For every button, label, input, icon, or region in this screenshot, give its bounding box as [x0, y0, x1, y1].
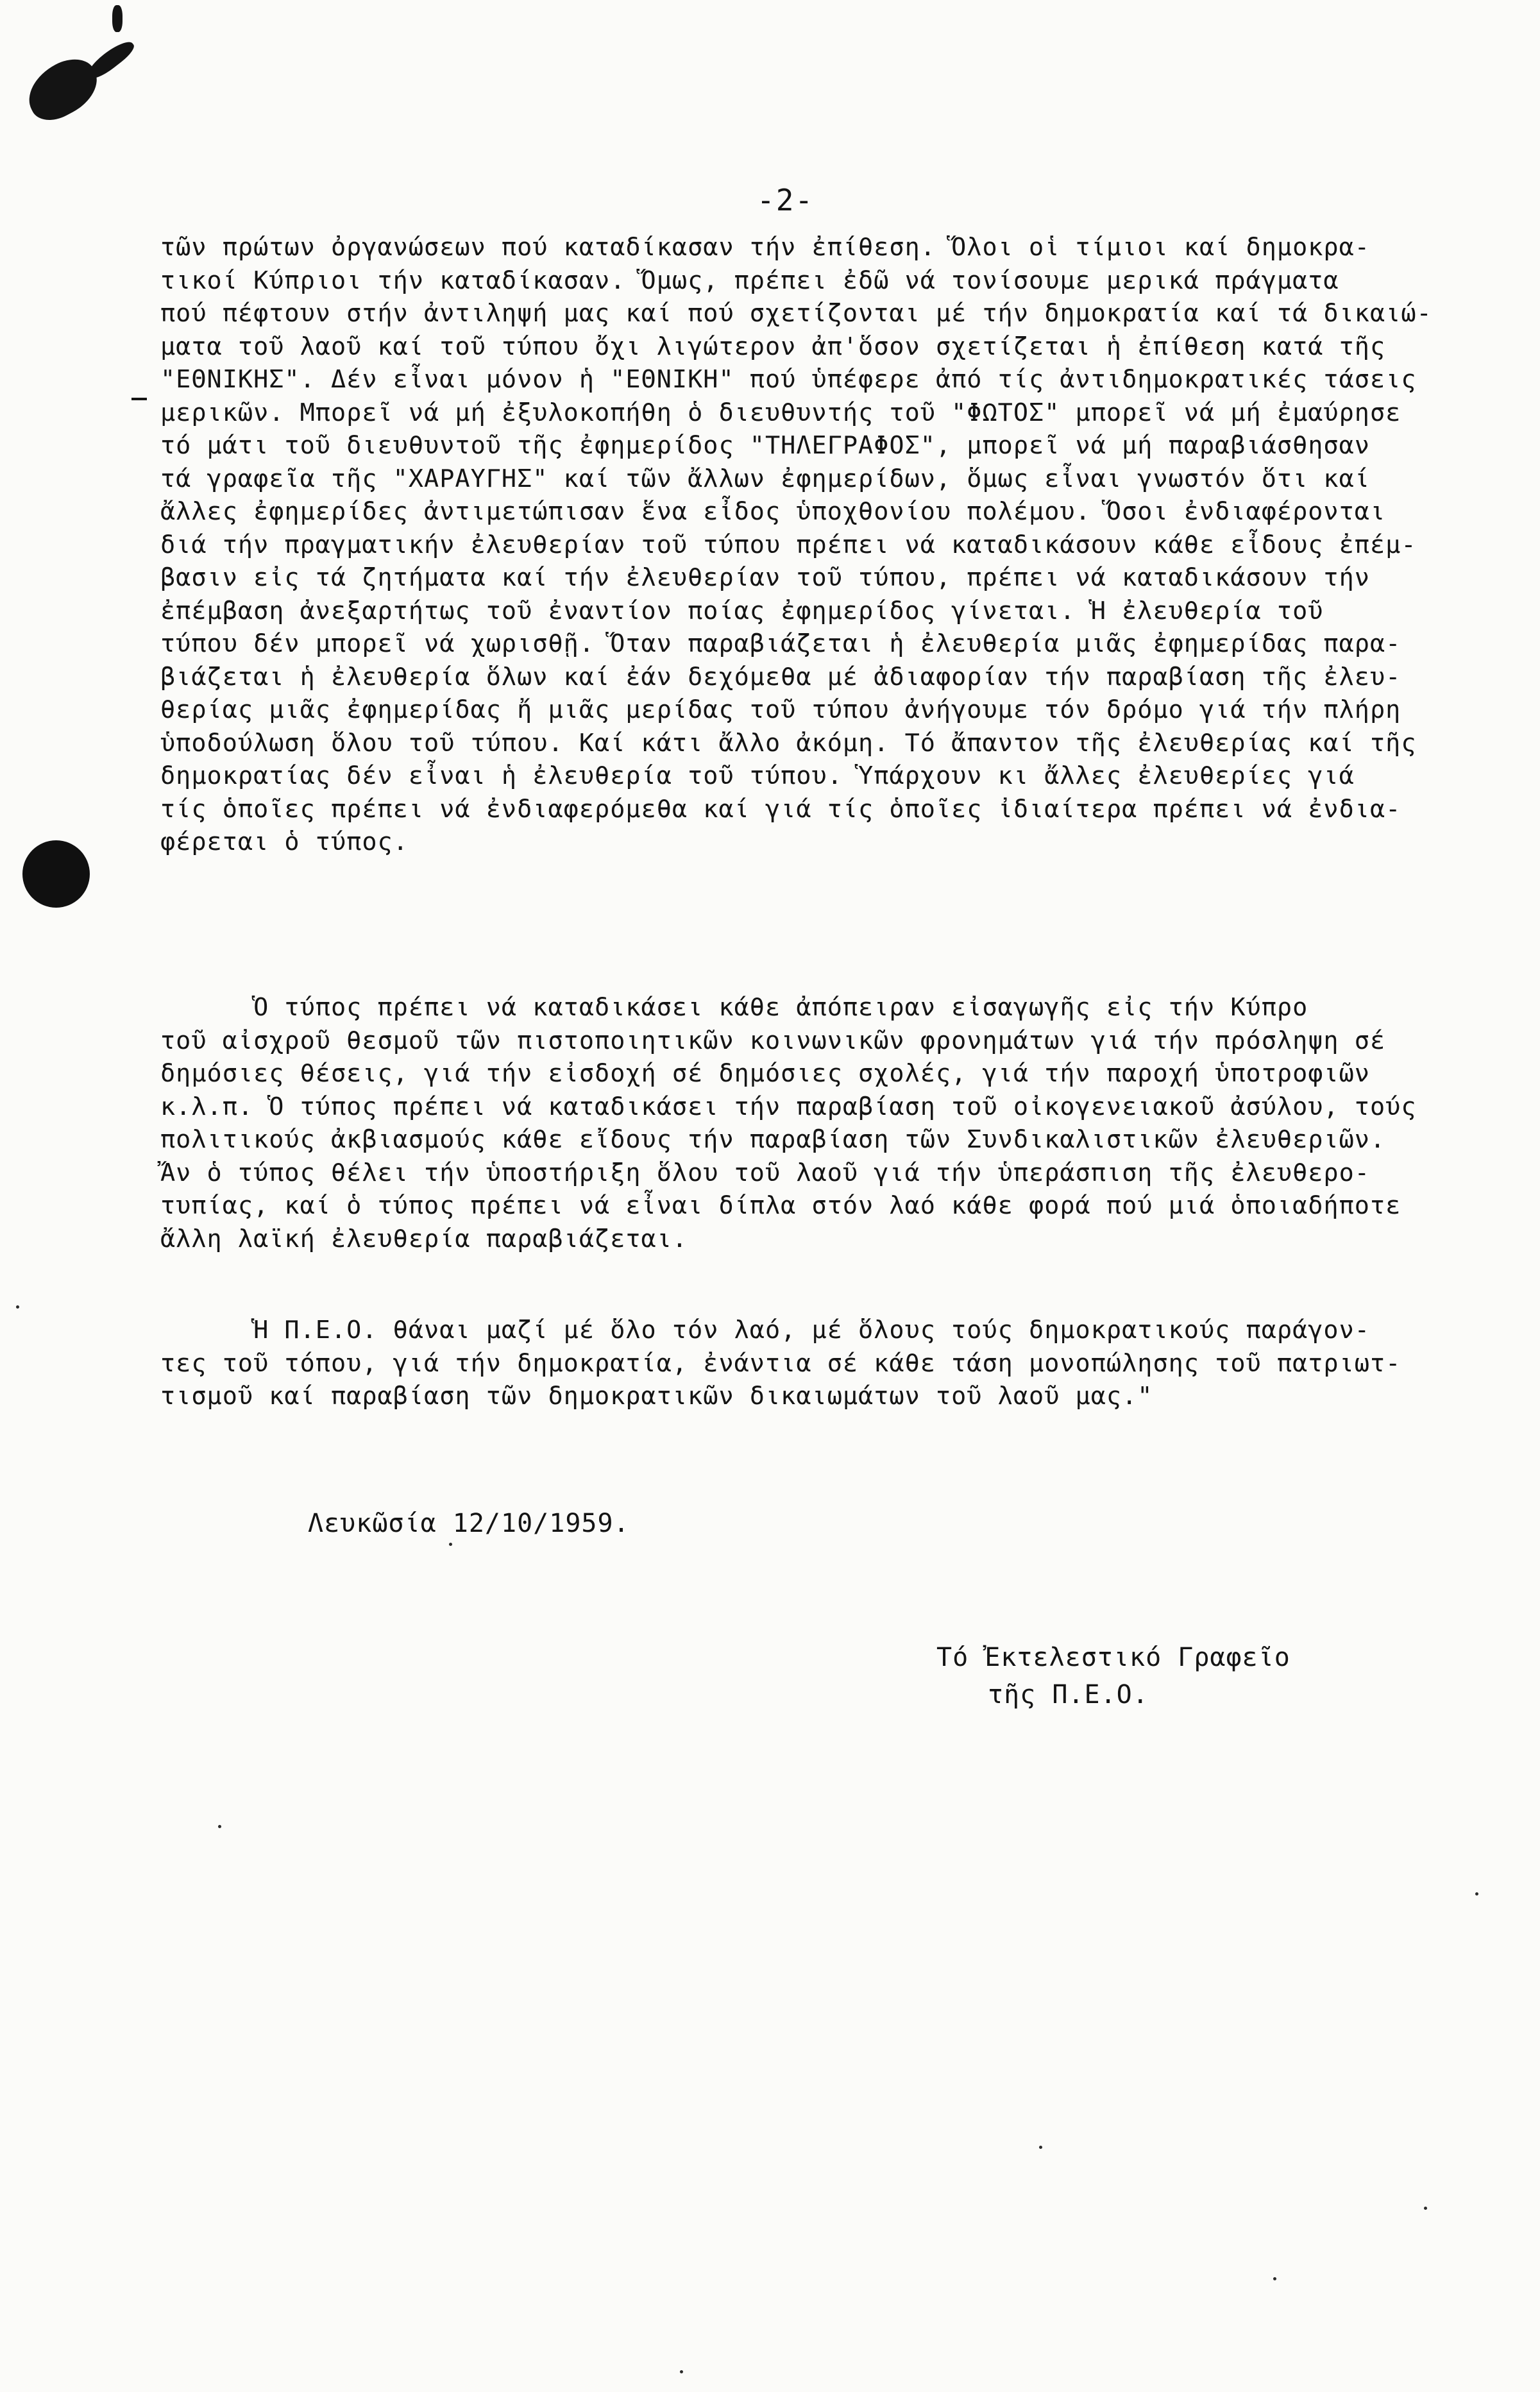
text-line: τό μάτι τοῦ διευθυντοῦ τῆς ἐφημερίδος "ΤΗΛΕΓΡΑΦΟΣ", μπορεῖ νά μή παραβιάσθησαν	[160, 431, 1370, 460]
text-line: τύπου δέν μπορεῖ νά χωρισθῇ. Ὅταν παραβιάζεται ἡ ἐλευθερία μιᾶς ἐφημερίδας παρα-	[160, 629, 1401, 658]
signature-line-2: τῆς Π.Ε.Ο.	[988, 1680, 1149, 1709]
date-line: Λευκῶσία 12/10/1959.	[308, 1509, 630, 1538]
ink-drip	[112, 5, 123, 32]
text-line: φέρεται ὁ τύπος.	[160, 827, 409, 856]
ink-blot	[18, 50, 106, 129]
text-line: ὑποδούλωση ὅλου τοῦ τύπου. Καί κάτι ἄλλο ἀκόμη. Τό ἄπαντον τῆς ἐλευθερίας καί τῆς	[160, 728, 1417, 758]
text-line: "ΕΘΝΙΚΗΣ". Δέν εἶναι μόνον ἡ "ΕΘΝΙΚΗ" πού ὑπέφερε ἀπό τίς ἀντιδημοκρατικές τάσεις	[160, 365, 1417, 394]
signature-line-1: Τό Ἐκτελεστικό Γραφεῖο	[936, 1643, 1290, 1672]
scan-speck	[16, 1305, 19, 1309]
text-line: ματα τοῦ λαοῦ καί τοῦ τύπου ὄχι λιγώτερον ἀπ'ὅσον σχετίζεται ἡ ἐπίθεση κατά τῆς	[160, 332, 1386, 361]
text-line: δημοκρατίας δέν εἶναι ἡ ἐλευθερία τοῦ τύπου. Ὑπάρχουν κι ἄλλες ἐλευθερίες γιά	[160, 761, 1355, 790]
text-line: Ἡ Π.Ε.Ο. θάναι μαζί μέ ὅλο τόν λαό, μέ ὅλους τούς δημοκρατικούς παράγον-	[160, 1316, 1370, 1344]
scan-speck	[218, 1825, 221, 1828]
scan-speck	[1475, 1892, 1478, 1896]
text-line: μερικῶν. Μπορεῖ νά μή ἐξυλοκοπήθη ὁ διευθυντής τοῦ "ΦΩΤΟΣ" μπορεῖ νά μή ἐμαύρησε	[160, 398, 1401, 427]
text-line: δημόσιες θέσεις, γιά τήν εἰσδοχή σέ δημόσιες σχολές, γιά τήν παροχή ὑποτροφιῶν	[160, 1059, 1370, 1088]
ink-blot-tail	[84, 37, 137, 83]
scan-speck	[1424, 2207, 1427, 2210]
text-line: ἄλλες ἐφημερίδες ἀντιμετώπισαν ἕνα εἶδος ὑποχθονίου πολέμου. Ὅσοι ἐνδιαφέρονται	[160, 497, 1386, 526]
text-line: τίς ὁποῖες πρέπει νά ἐνδιαφερόμεθα καί γιά τίς ὁποῖες ἰδιαίτερα πρέπει νά ἐνδια-	[160, 794, 1401, 824]
text-line: Ὁ τύπος πρέπει νά καταδικάσει κάθε ἀπόπειραν εἰσαγωγῆς εἰς τήν Κύπρο	[160, 993, 1308, 1022]
text-line: βασιν εἰς τά ζητήματα καί τήν ἐλευθερίαν τοῦ τύπου, πρέπει νά καταδικάσουν τήν	[160, 563, 1370, 592]
scan-speck	[680, 2370, 683, 2373]
text-line: πού πέφτουν στήν ἀντιληψή μας καί πού σχετίζονται μέ τήν δημοκρατία καί τά δικαιώ-	[160, 299, 1432, 328]
text-line: τοῦ αἰσχροῦ θεσμοῦ τῶν πιστοποιητικῶν κοινωνικῶν φρονημάτων γιά τήν πρόσληψη σέ	[160, 1026, 1386, 1055]
punch-hole	[22, 840, 90, 908]
paragraph-2	[160, 991, 1514, 1255]
paragraph-1	[160, 231, 1514, 859]
text-line: τά γραφεῖα τῆς "ΧΑΡΑΥΓΗΣ" καί τῶν ἄλλων ἐφημερίδων, ὅμως εἶναι γνωστόν ὅτι καί	[160, 464, 1370, 493]
text-line: ἄλλη λαϊκή ἐλευθερία παραβιάζεται.	[160, 1224, 688, 1253]
text-line: τικοί Κύπριοι τήν καταδίκασαν. Ὅμως, πρέπει ἐδῶ νά τονίσουμε μερικά πράγματα	[160, 266, 1339, 295]
text-line: θερίας μιᾶς ἐφημερίδας ἤ μιᾶς μερίδας τοῦ τύπου ἀνήγουμε τόν δρόμο γιά τήν πλήρη	[160, 695, 1401, 724]
scan-speck	[449, 1543, 452, 1546]
text-line: τες τοῦ τόπου, γιά τήν δημοκρατία, ἐνάντια σέ κάθε τάση μονοπώλησης τοῦ πατριωτ-	[160, 1348, 1401, 1378]
scan-speck	[1039, 2146, 1042, 2149]
signature-block	[936, 1639, 1290, 1713]
text-line: τυπίας, καί ὁ τύπος πρέπει νά εἶναι δίπλα στόν λαό κάθε φορά πού μιά ὁποιαδήποτε	[160, 1191, 1401, 1220]
text-line: πολιτικούς ἀκβιασμούς κάθε εἴδους τήν παραβίαση τῶν Συνδικαλιστικῶν ἐλευθεριῶν.	[160, 1125, 1386, 1154]
text-line: τῶν πρώτων ὀργανώσεων πού καταδίκασαν τήν ἐπίθεση. Ὅλοι οἱ τίμιοι καί δημοκρα-	[160, 233, 1370, 262]
text-line: Ἄν ὁ τύπος θέλει τήν ὑποστήριξη ὅλου τοῦ λαοῦ γιά τήν ὑπεράσπιση τῆς ἐλευθερο-	[160, 1158, 1370, 1187]
text-line: βιάζεται ἡ ἐλευθερία ὅλων καί ἐάν δεχόμεθα μέ ἀδιαφορίαν τήν παραβίαση τῆς ἐλευ-	[160, 662, 1401, 691]
text-line: τισμοῦ καί παραβίαση τῶν δημοκρατικῶν δικαιωμάτων τοῦ λαοῦ μας."	[160, 1382, 1153, 1411]
scan-speck	[1273, 2277, 1276, 2280]
text-line: ἐπέμβαση ἀνεξαρτήτως τοῦ ἐναντίον ποίας ἐφημερίδος γίνεται. Ἡ ἐλευθερία τοῦ	[160, 596, 1324, 625]
margin-mark	[131, 398, 147, 400]
text-line: κ.λ.π. Ὁ τύπος πρέπει νά καταδικάσει τήν παραβίαση τοῦ οἰκογενειακοῦ ἀσύλου, τούς	[160, 1092, 1417, 1121]
paragraph-3	[160, 1314, 1514, 1413]
page-number: -2-	[757, 183, 815, 217]
text-line: διά τήν πραγματικήν ἐλευθερίαν τοῦ τύπου πρέπει νά καταδικάσουν κάθε εἶδους ἐπέμ-	[160, 530, 1417, 559]
